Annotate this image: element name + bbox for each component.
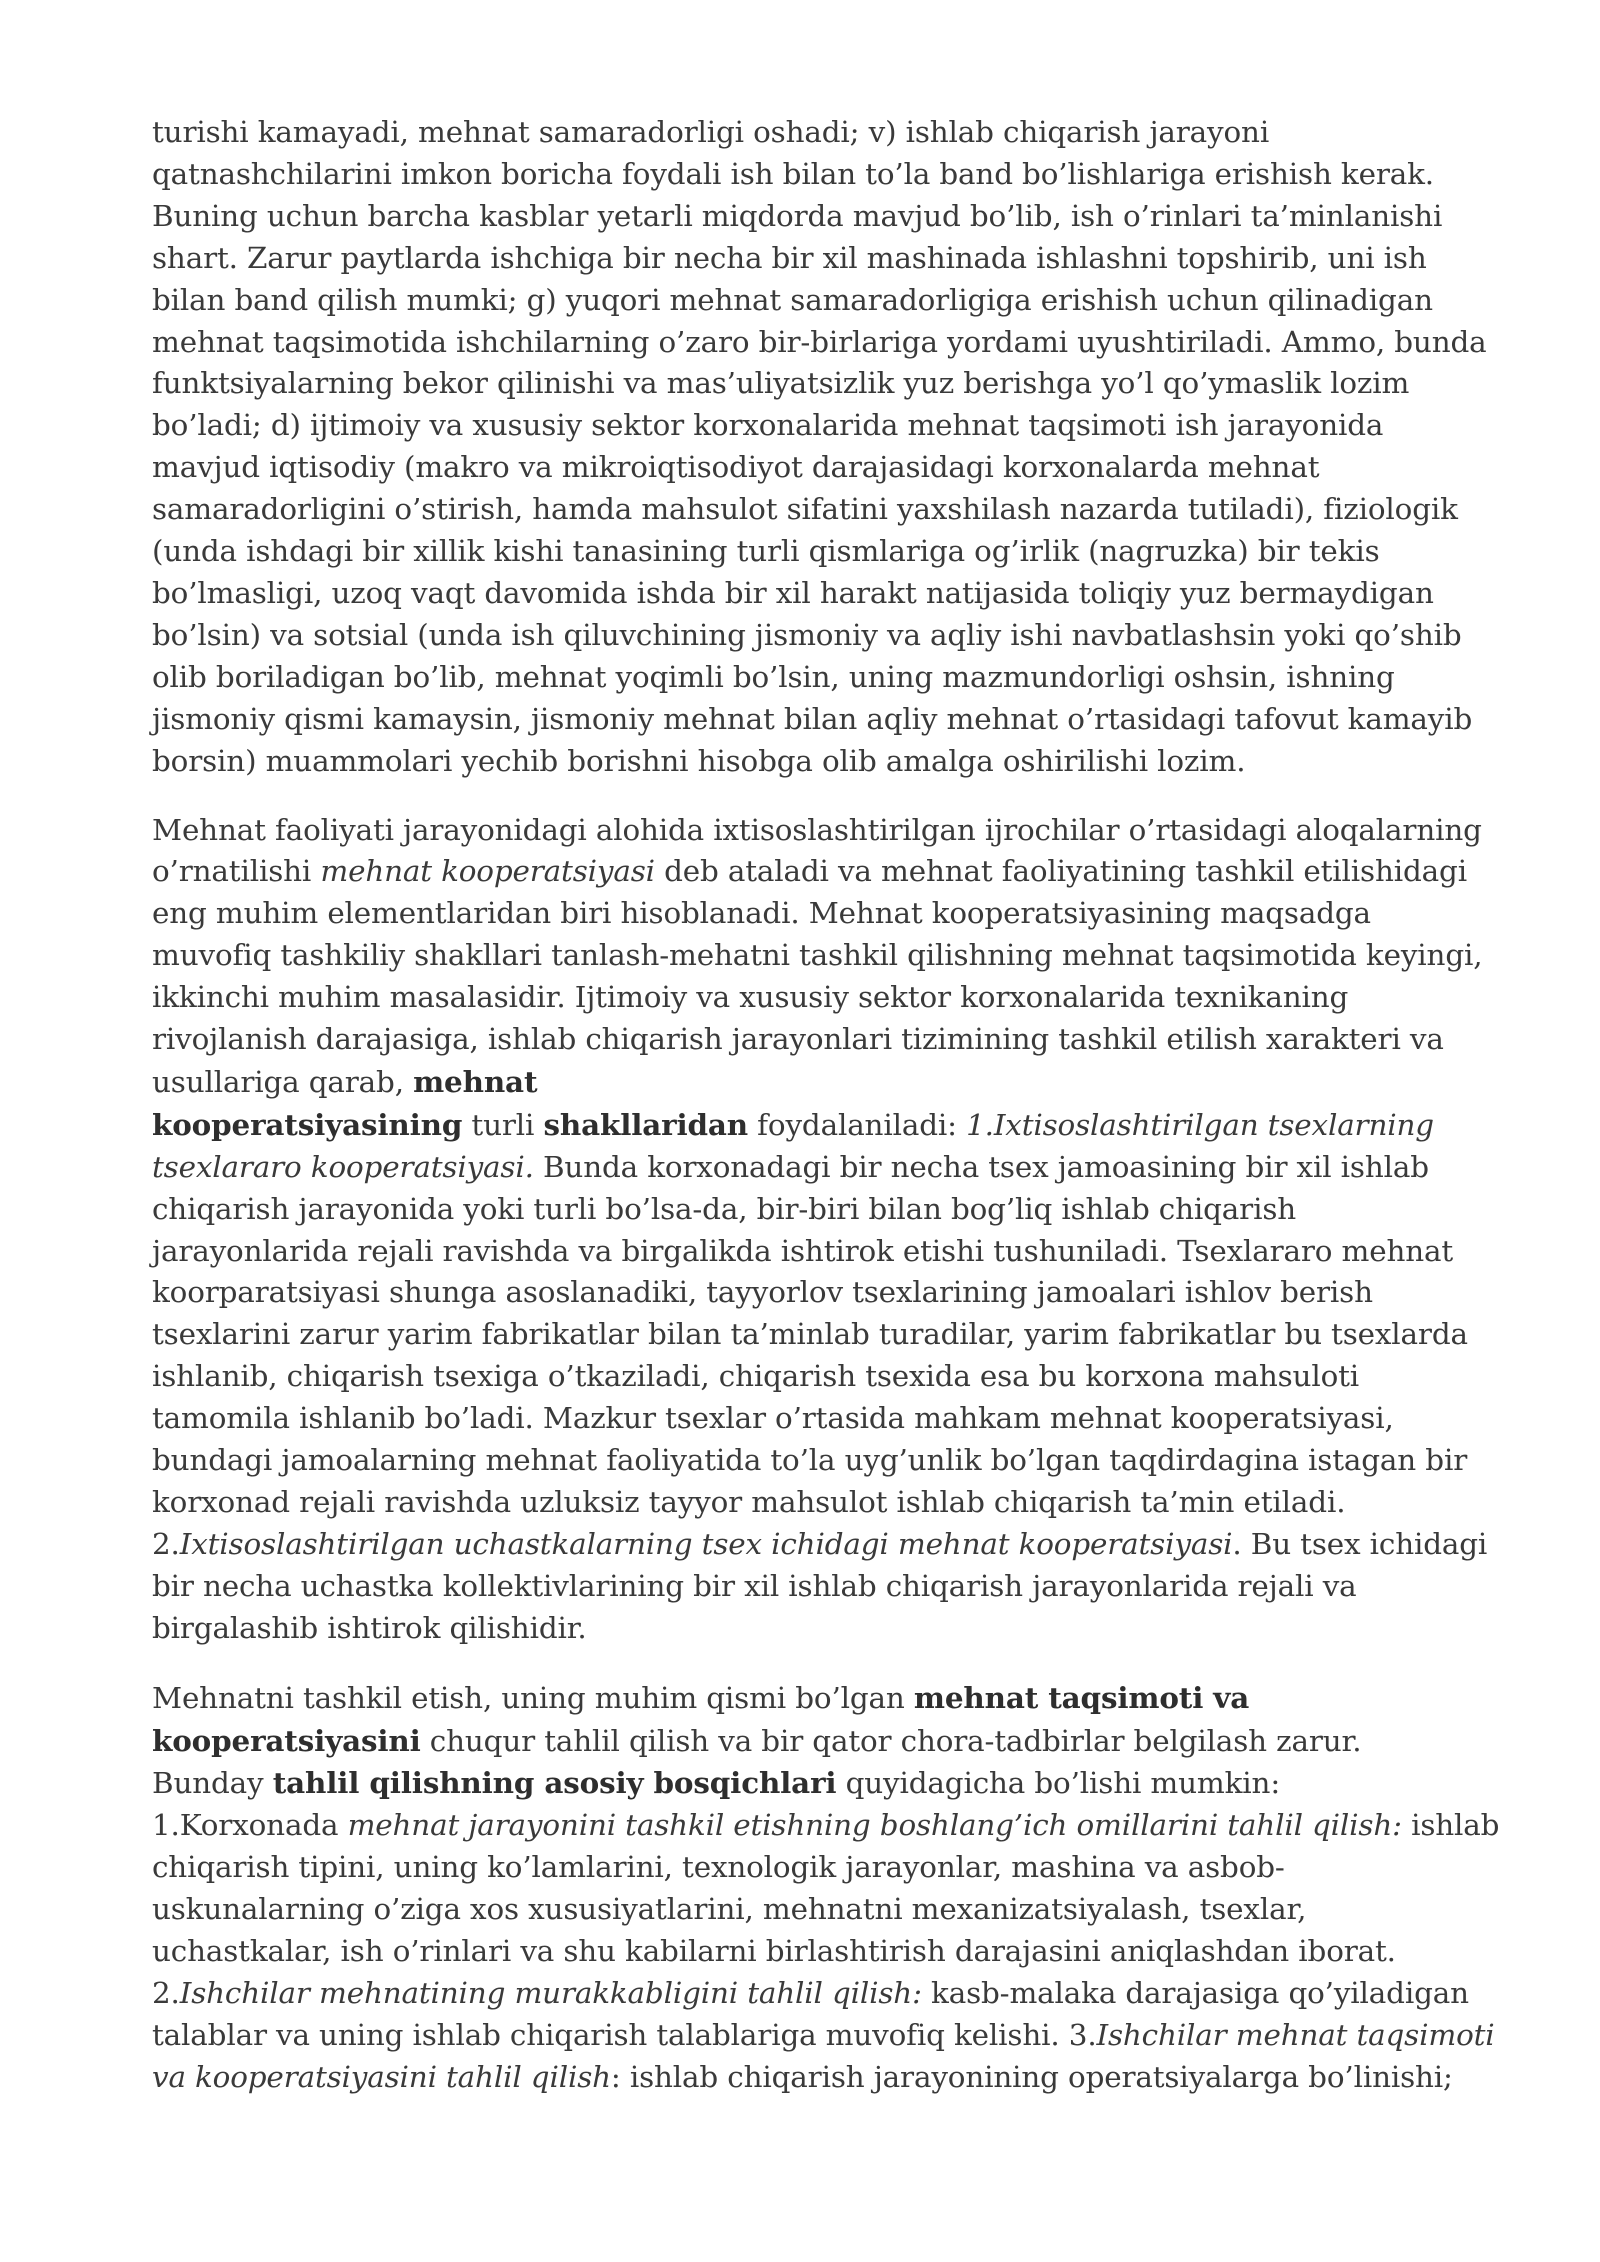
text-line: Mehnat faoliyati jarayonidagi alohida ixtisoslashtirilgan ijrochilar o’rtasidagi aloqalarning <box>152 812 1482 847</box>
text-line <box>152 1677 1492 1720</box>
text-line: mehnat taqsimotida ishchilarning o’zaro bir-birlariga yordami uyushtiriladi. Ammo, bunda <box>152 324 1487 359</box>
text-line <box>152 1524 1492 1566</box>
text-line: ishlanib, chiqarish tsexiga o’tkaziladi, chiqarish tsexida esa bu korxona mahsuloti <box>152 1359 1360 1394</box>
text-run: ishlab <box>1401 1808 1500 1843</box>
italic-term: tsexlararo kooperatsiyasi. <box>152 1149 534 1184</box>
italic-term: Ishchilar mehnatining murakkabligini tahlil qilish: <box>179 1975 922 2010</box>
italic-term: Ixtisoslashtirilgan uchastkalarning tsex ichidagi mehnat kooperatsiyasi <box>179 1526 1233 1561</box>
bold-term: shakllaridan <box>543 1106 748 1142</box>
text-line: chiqarish jarayonida yoki turli bo’lsa-da, bir-biri bilan bog’liq ishlab chiqarish <box>152 1191 1297 1226</box>
text-line: ikkinchi muhim masalasidir. Ijtimoiy va xususiy sektor korxonalarida texnikaning <box>152 980 1349 1015</box>
bold-term: kooperatsiyasining <box>152 1106 463 1142</box>
document-page <box>152 112 1500 2099</box>
text-line <box>152 1973 1492 2015</box>
paragraph-labor-cooperation <box>152 810 1492 1650</box>
text-line: eng muhim elementlaridan biri hisoblanadi. Mehnat kooperatsiyasining maqsadga <box>152 896 1371 931</box>
text-run: 1.Korxonada <box>152 1808 348 1843</box>
paragraph-analysis-stages <box>152 1677 1500 2099</box>
text-run: usullariga qarab, <box>152 1064 414 1099</box>
text-run: : ishlab chiqarish jarayonining operatsiyalarga bo’linishi; <box>610 2059 1453 2094</box>
text-line: tsexlarini zarur yarim fabrikatlar bilan ta’minlab turadilar, yarim fabrikatlar bu tsexlarda <box>152 1317 1468 1352</box>
text-line <box>152 851 1492 893</box>
text-run: turli <box>462 1107 544 1142</box>
text-line: turishi kamayadi, mehnat samaradorligi oshadi; v) ishlab chiqarish jarayoni <box>152 115 1270 149</box>
bold-term: mehnat taqsimoti va <box>913 1679 1250 1715</box>
text-run: Mehnatni tashkil etish, uning muhim qismi bo’lgan <box>152 1680 914 1715</box>
italic-term: va kooperatsiyasini tahlil qilish <box>152 2059 611 2094</box>
text-run: kasb-malaka darajasiga qo’yiladigan <box>921 1975 1469 2010</box>
text-line <box>152 1762 1492 1805</box>
text-line: bo’ladi; d) ijtimoiy va xususiy sektor korxonalarida mehnat taqsimoti ish jarayonida <box>152 408 1384 443</box>
text-line <box>152 1720 1492 1763</box>
text-line <box>152 1805 1500 1847</box>
bold-term: mehnat <box>413 1063 538 1099</box>
text-run: Bunda korxonadagi bir necha tsex jamoasining bir xil ishlab <box>533 1149 1429 1184</box>
text-line: rivojlanish darajasiga, ishlab chiqarish jarayonlari tizimining tashkil etilish xarakteri va <box>152 1022 1444 1057</box>
text-line <box>152 1104 1492 1147</box>
text-line: birgalashib ishtirok qilishidir. <box>152 1610 587 1645</box>
paragraph-labor-division-principles <box>152 112 1492 783</box>
text-line: samaradorligini o’stirish, hamda mahsulot sifatini yaxshilash nazarda tutiladi), fiziologik <box>152 492 1458 527</box>
text-line: (unda ishdagi bir xillik kishi tanasining turli qismlariga og’irlik (nagruzka) bir tekis <box>152 534 1380 569</box>
text-line: uchastkalar, ish o’rinlari va shu kabilarni birlashtirish darajasini aniqlashdan iborat. <box>152 1934 1396 1969</box>
text-line: muvofiq tashkiliy shakllari tanlash-mehatni tashkil qilishning mehnat taqsimotida keyingi, <box>152 938 1483 973</box>
text-run: Bunday <box>152 1766 273 1801</box>
text-line: chiqarish tipini, uning ko’lamlarini, texnologik jarayonlar, mashina va asbob- <box>152 1850 1285 1885</box>
text-line: bilan band qilish mumki; g) yuqori mehnat samaradorligiga erishish uchun qilinadigan <box>152 282 1433 317</box>
text-run: 2. <box>152 1526 180 1561</box>
italic-term: 1.Ixtisoslashtirilgan tsexlarning <box>966 1107 1434 1142</box>
text-run: quyidagicha bo’lishi mumkin: <box>836 1766 1281 1801</box>
text-line <box>152 1147 1492 1189</box>
text-line: jismoniy qismi kamaysin, jismoniy mehnat bilan aqliy mehnat o’rtasidagi tafovut kamayib <box>152 701 1473 736</box>
text-run: o’rnatilishi <box>152 854 321 889</box>
text-line: tamomila ishlanib bo’ladi. Mazkur tsexlar o’rtasida mahkam mehnat kooperatsiyasi, <box>152 1401 1394 1436</box>
text-line: jarayonlarida rejali ravishda va birgalikda ishtirok etishi tushuniladi. Tsexlararo mehnat <box>152 1233 1454 1268</box>
text-line: olib boriladigan bo’lib, mehnat yoqimli bo’lsin, uning mazmundorligi oshsin, ishning <box>152 659 1395 694</box>
text-line: uskunalarning o’ziga xos xususiyatlarini, mehnatni mexanizatsiyalash, tsexlar, <box>152 1892 1307 1927</box>
italic-term: Ishchilar mehnat taqsimoti <box>1096 2017 1495 2052</box>
italic-term: mehnat kooperatsiyasi <box>320 854 655 889</box>
text-line: shart. Zarur paytlarda ishchiga bir necha bir xil mashinada ishlashni topshirib, uni ish <box>152 240 1427 275</box>
text-line: koorparatsiyasi shunga asoslanadiki, tayyorlov tsexlarining jamoalari ishlov berish <box>152 1275 1373 1310</box>
text-line: mavjud iqtisodiy (makro va mikroiqtisodiyot darajasidagi korxonalarda mehnat <box>152 450 1320 485</box>
text-line: bo’lsin) va sotsial (unda ish qiluvchining jismoniy va aqliy ishi navbatlashsin yoki qo’shib <box>152 617 1462 652</box>
bold-term: kooperatsiyasini <box>152 1722 421 1758</box>
italic-term: mehnat jarayonini tashkil etishning boshlang’ich omillarini tahlil qilish: <box>347 1808 1402 1843</box>
text-line: korxonad rejali ravishda uzluksiz tayyor mahsulot ishlab chiqarish ta’min etiladi. <box>152 1485 1346 1519</box>
text-line: borsin) muammolari yechib borishni hisobga olib amalga oshirilishi lozim. <box>152 743 1246 778</box>
text-line <box>152 2015 1495 2057</box>
text-run: chuqur tahlil qilish va bir qator chora-tadbirlar belgilash zarur. <box>420 1723 1362 1758</box>
text-run: 2. <box>152 1975 180 2010</box>
text-run: talablar va uning ishlab chiqarish talablariga muvofiq kelishi. 3. <box>152 2017 1097 2052</box>
text-line: bundagi jamoalarning mehnat faoliyatida to’la uyg’unlik bo’lgan taqdirdagina istagan bir <box>152 1443 1468 1478</box>
text-line: qatnashchilarini imkon boricha foydali ish bilan to’la band bo’lishlariga erishish kerak. <box>152 156 1434 191</box>
text-line: funktsiyalarning bekor qilinishi va mas’uliyatsizlik yuz berishga yo’l qo’ymaslik lozim <box>152 366 1410 401</box>
text-run: deb ataladi va mehnat faoliyatining tashkil etilishidagi <box>654 854 1467 889</box>
text-line: Buning uchun barcha kasblar yetarli miqdorda mavjud bo’lib, ish o’rinlari ta’minlanishi <box>152 198 1443 233</box>
text-run: . Bu tsex ichidagi <box>1232 1526 1488 1561</box>
text-run: foydalaniladi: <box>747 1107 967 1142</box>
bold-term: tahlil qilishning asosiy bosqichlari <box>272 1765 837 1801</box>
text-line <box>152 2057 1492 2099</box>
text-line: bir necha uchastka kollektivlarining bir xil ishlab chiqarish jarayonlarida rejali va <box>152 1568 1357 1603</box>
text-line: bo’lmasligi, uzoq vaqt davomida ishda bir xil harakt natijasida toliqiy yuz bermaydigan <box>152 575 1434 610</box>
text-line <box>152 1061 1492 1104</box>
